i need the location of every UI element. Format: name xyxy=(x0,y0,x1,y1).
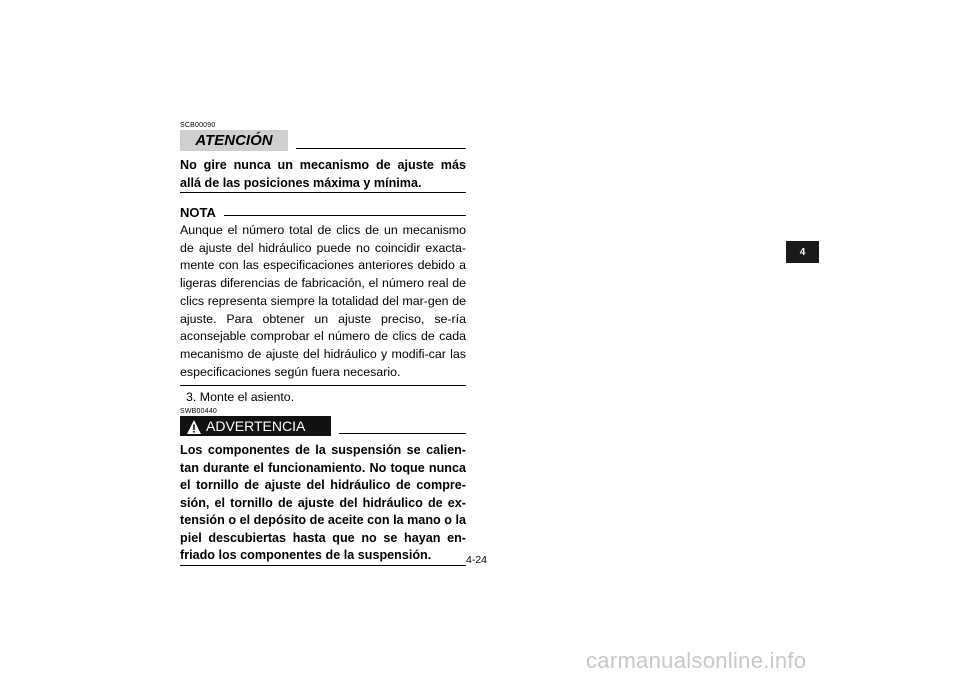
warning-label: ADVERTENCIA xyxy=(206,418,306,435)
warning-text: Los componentes de la suspensión se calien-tan durante el funcionamiento. No toque nunca el tornillo de ajuste del hidráulico de compre-sión, el tornillo de ajuste del hidráulico de ex-tensión o el depósito de aceite con la mano o la piel descubiertas hasta que no se hayan en-friado los componentes de la suspensión. xyxy=(180,443,466,563)
watermark: carmanualsonline.info xyxy=(586,648,807,673)
caution-code: SCB00090 xyxy=(180,122,216,129)
warning-triangle-icon xyxy=(186,419,202,435)
note-text: Aunque el número total de clics de un mecanismo de ajuste del hidráulico puede no coincidir exacta-mente con las especificaciones anteriores debido a ligeras diferencias de fabricación, el número real de clics representa siempre la totalidad del mar-gen de ajuste. Para obtener un ajuste preciso, se-ría aconsejable comprobar el número de clics de cada mecanismo de ajuste del hidráulico y modifi-car las especificaciones según fuera necesario. xyxy=(180,223,466,379)
content-column xyxy=(180,122,466,566)
warning-label-box xyxy=(180,416,331,436)
chapter-tab: 4 xyxy=(786,241,819,263)
warning-code: SWB00440 xyxy=(180,408,218,416)
caution-text: No gire nunca un mecanismo de ajuste más allá de las posiciones máxima y mínima. xyxy=(180,158,466,190)
note-header xyxy=(180,205,466,220)
caution-header xyxy=(180,130,466,151)
page-number: 4-24 xyxy=(466,554,488,566)
note-header-line xyxy=(224,215,466,216)
note-label: NOTA xyxy=(180,205,216,220)
note-end-rule xyxy=(180,385,466,386)
warning-end-rule xyxy=(180,565,466,566)
caution-end-rule xyxy=(180,192,466,193)
caution-label: ATENCIÓN xyxy=(180,130,288,151)
caution-header-line xyxy=(296,148,466,149)
warning-header xyxy=(180,416,466,436)
warning-header-line xyxy=(339,433,466,434)
step-item: 3. Monte el asiento. xyxy=(186,390,295,405)
